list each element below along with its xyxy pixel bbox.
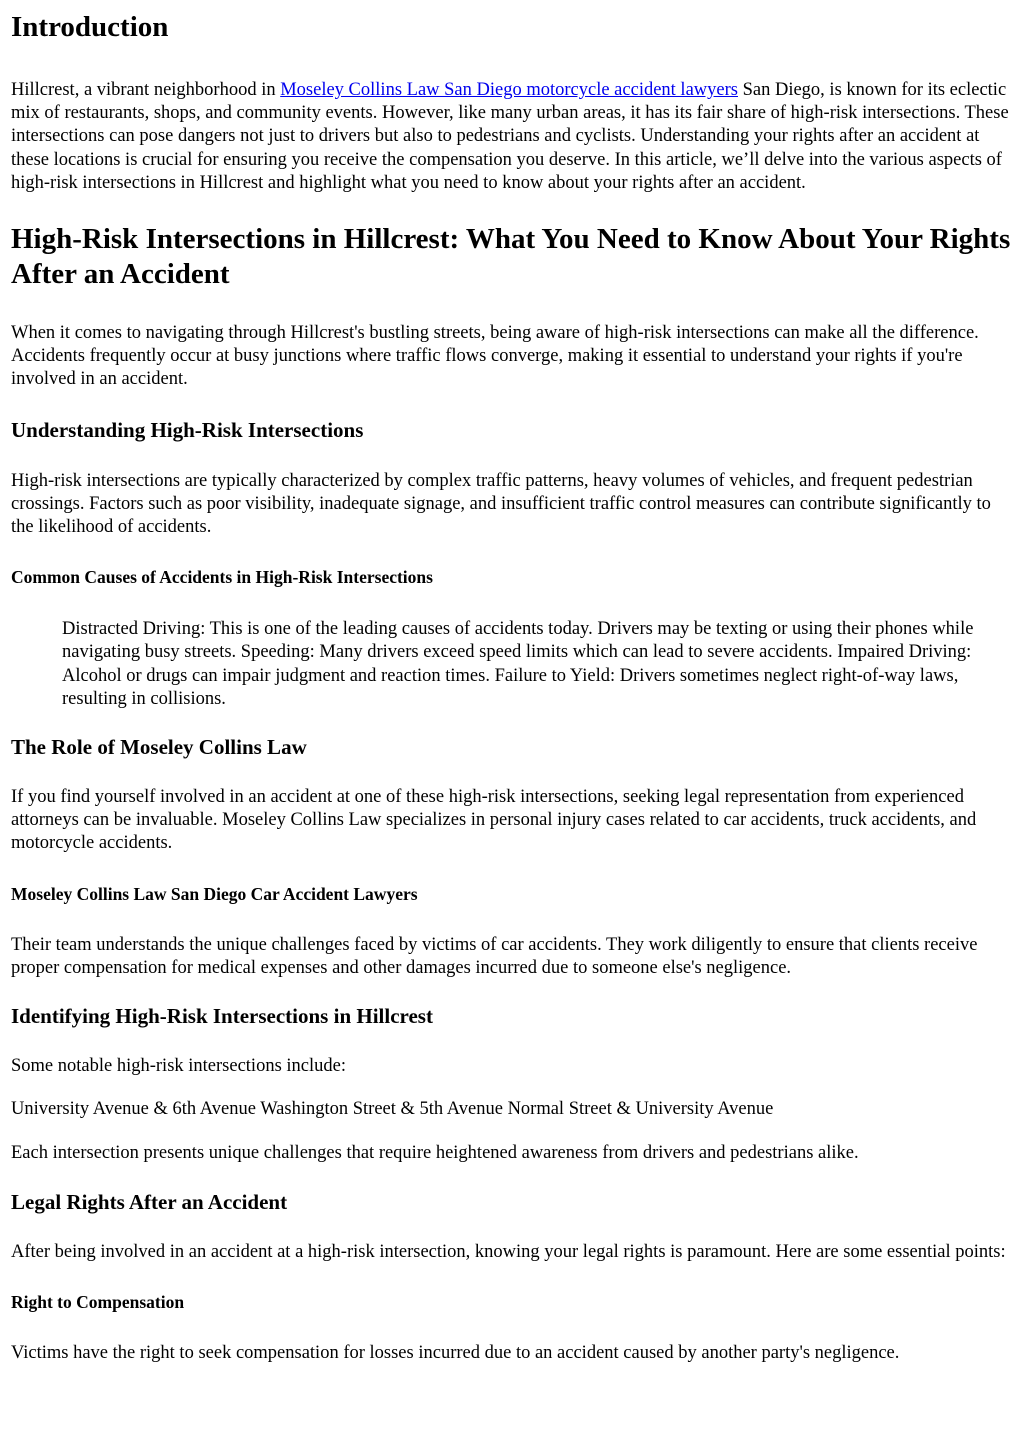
intro-paragraph	[11, 79, 1013, 195]
role-paragraph: If you find yourself involved in an accident at one of these high-risk intersections, seeking legal representation from experienced attorneys can be invaluable. Moseley Collins Law specializes in personal injury cases related to car accidents, truck accidents, and motorcycle accidents.	[11, 787, 977, 854]
car-lawyers-heading: Moseley Collins Law San Diego Car Accident Lawyers	[11, 883, 418, 904]
compensation-paragraph: Victims have the right to seek compensation for losses incurred due to an accident caused by another party's negligence.	[11, 1342, 900, 1363]
understanding-paragraph: High-risk intersections are typically characterized by complex traffic patterns, heavy volumes of vehicles, and frequent pedestrian crossings. Factors such as poor visibility, inadequate signage, and insufficient traffic control measures can contribute significantly to the likelihood of accidents.	[11, 470, 991, 538]
intro-text-after-link: San Diego, is known for its eclectic mix of restaurants, shops, and community events. However, like many urban areas, it has its fair share of high-risk intersections. These intersections can pose dangers not just to drivers but also to pedestrians and cyclists. Understanding your rights after an accident at these locations is crucial for ensuring you receive the compensation you deserve. In this article, we’ll delve into the various aspects of high-risk intersections in Hillcrest and highlight what you need to know about your rights after an accident.	[11, 80, 1009, 193]
role-heading: The Role of Moseley Collins Law	[11, 735, 307, 760]
understanding-heading: Understanding High-Risk Intersections	[11, 417, 364, 442]
intro-text-before-link: Hillcrest, a vibrant neighborhood in	[11, 80, 281, 100]
legal-rights-heading: Legal Rights After an Accident	[11, 1189, 288, 1214]
identifying-intro: Some notable high-risk intersections include:	[11, 1056, 346, 1077]
main-heading: High-Risk Intersections in Hillcrest: What You Need to Know About Your Rights After an Accident	[11, 223, 1011, 291]
compensation-heading: Right to Compensation	[11, 1291, 185, 1312]
legal-rights-paragraph: After being involved in an accident at a high-risk intersection, knowing your legal rights is paramount. Here are some essential points:	[11, 1241, 1006, 1262]
main-paragraph: When it comes to navigating through Hillcrest's bustling streets, being aware of high-risk intersections can make all the difference. Accidents frequently occur at busy junctions where traffic flows converge, making it essential to understand your rights if you're involved in an accident.	[11, 323, 979, 390]
identifying-after: Each intersection presents unique challenges that require heightened awareness from drivers and pedestrians alike.	[11, 1143, 859, 1164]
car-lawyers-paragraph: Their team understands the unique challenges faced by victims of car accidents. They work diligently to ensure that clients receive proper compensation for medical expenses and other damages incurred due to someone else's negligence.	[11, 934, 978, 978]
causes-list: Distracted Driving: This is one of the leading causes of accidents today. Drivers may be texting or using their phones while navigating busy streets. Speeding: Many drivers exceed speed limits which can lead to severe accidents. Impaired Driving: Alcohol or drugs can impair judgment and reaction times. Failure to Yield: Drivers sometimes neglect right-of-way laws, resulting in collisions.	[62, 619, 974, 709]
causes-heading: Common Causes of Accidents in High-Risk Intersections	[11, 567, 433, 588]
motorcycle-lawyers-link[interactable]: Moseley Collins Law San Diego motorcycle accident lawyers	[280, 80, 738, 100]
intro-heading: Introduction	[11, 11, 169, 43]
article	[0, 10, 1024, 1365]
identifying-heading: Identifying High-Risk Intersections in Hillcrest	[11, 1004, 433, 1029]
intersections-list: University Avenue & 6th Avenue Washington Street & 5th Avenue Normal Street & University Avenue	[11, 1099, 774, 1120]
